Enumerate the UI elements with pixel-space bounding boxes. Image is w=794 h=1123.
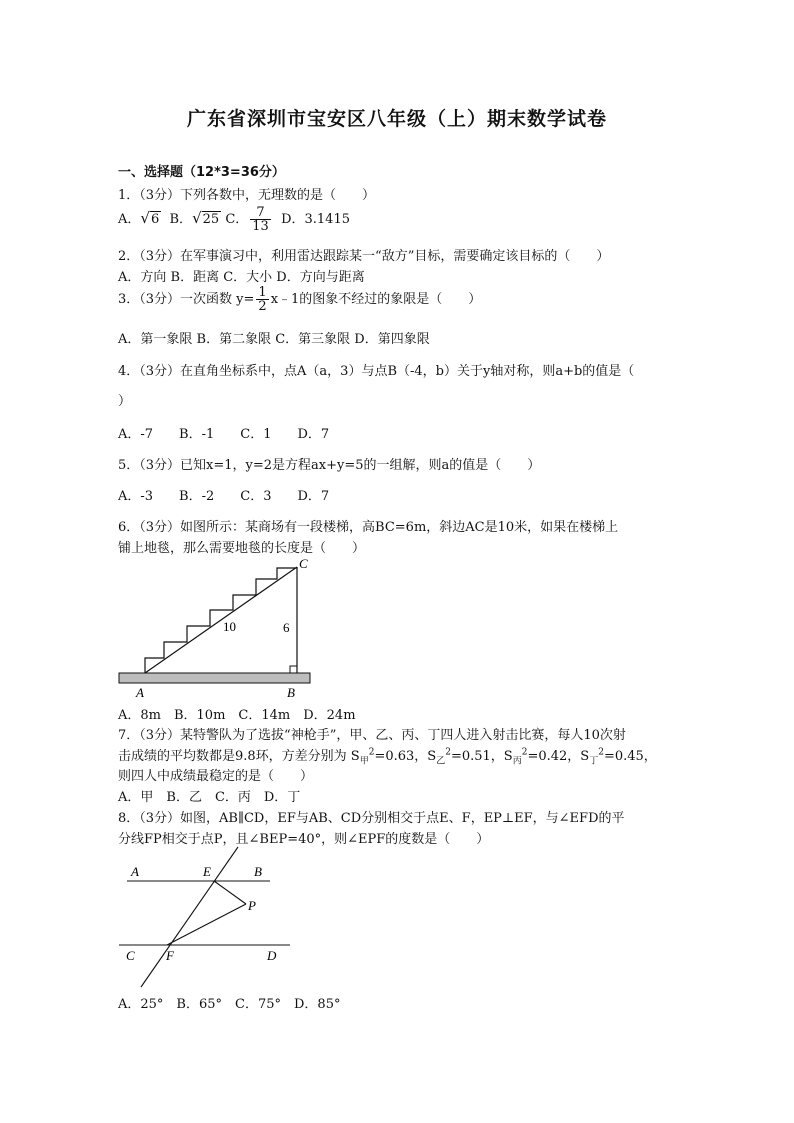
question-5-stem: 5．（3分）已知x=1，y=2是方程ax+y=5的一组解，则a的值是（ ） (118, 458, 541, 473)
label-a: A (136, 685, 144, 700)
subscript-yi: 乙 (436, 756, 446, 767)
question-6-stem-line2: 铺上地毯，那么需要地毯的长度是（ ） (118, 541, 366, 556)
label-height-length: 6 (283, 620, 290, 635)
question-2-options: A．方向 B．距离 C．大小 D．方向与距离 (118, 270, 365, 285)
question-5-options: A．-3 B．-2 C．3 D．7 (118, 489, 330, 504)
q1-option-b-radicand: 25 (202, 212, 220, 227)
question-8-stem-line2: 分线FP相交于点P，且∠BEP=40°，则∠EPF的度数是（ ） (118, 832, 490, 847)
question-2-stem: 2．（3分）在军事演习中，利用雷达跟踪某一“敌方”目标，需要确定该目标的（ ） (118, 249, 610, 264)
q1-option-a-radicand: 6 (150, 212, 160, 227)
page-title: 广东省深圳市宝安区八年级（上）期末数学试卷 (186, 108, 607, 130)
q1-option-a-label: A． (118, 212, 141, 227)
label-f: F (166, 948, 174, 963)
question-7-stem-line3: 则四人中成绩最稳定的是（ ） (118, 769, 314, 784)
question-4-stem-line1: 4．（3分）在直角坐标系中，点A（a，3）与点B（-4，b）关于y轴对称，则a+b的值是（ (118, 364, 635, 379)
q1-option-c-label: C． (225, 212, 249, 227)
sqrt-symbol: √ (140, 209, 150, 227)
label-p: P (248, 898, 256, 913)
sqrt-symbol: √ (192, 209, 202, 227)
question-8-stem-line1: 8．（3分）如图，AB∥CD，EF与AB、CD分别相交于点E、F，EP⊥EF，与∠EFD的平 (118, 811, 625, 826)
superscript-2: 2 (598, 747, 604, 758)
superscript-2: 2 (445, 747, 451, 758)
variance-bing: =0.42，S (527, 749, 590, 764)
q1-option-d: D．3.1415 (281, 212, 350, 227)
subscript-ding: 丁 (589, 756, 599, 767)
label-e: E (203, 864, 211, 879)
question-7-options: A．甲 B．乙 C．丙 D．丁 (118, 790, 301, 805)
fraction-denominator: 2 (258, 299, 267, 314)
question-3-options: A．第一象限 B．第二象限 C．第三象限 D．第四象限 (118, 332, 430, 347)
label-c: C (299, 556, 308, 571)
variance-yi: =0.51，S (450, 749, 513, 764)
question-6-stem-line1: 6．（3分）如图所示：某商场有一段楼梯，高BC=6m，斜边AC是10米，如果在楼梯上 (118, 520, 619, 535)
segment-ep (214, 881, 246, 904)
label-hypotenuse-length: 10 (223, 619, 236, 634)
label-b: B (254, 864, 262, 879)
subscript-jia: 甲 (359, 756, 369, 767)
label-d: D (267, 948, 277, 963)
question-4-stem-line2: ） (118, 394, 132, 409)
superscript-2: 2 (521, 747, 528, 758)
fraction-numerator: 1 (258, 285, 267, 300)
fraction-numerator: 7 (250, 206, 271, 220)
section-heading: 一、选择题（12*3=36分） (118, 165, 285, 180)
q3-stem-post: x﹣1的图象不经过的象限是（ ） (270, 292, 482, 307)
q7-stem-text: 击成绩的平均数都是9.8环，方差分别为 S (118, 749, 360, 764)
variance-ding: =0.45， (603, 749, 657, 764)
transversal-ef (141, 847, 238, 987)
question-7-stem-line1: 7．（3分）某特警队为了选拔“神枪手”，甲、乙、丙、丁四人进入射击比赛，每人10次射 (118, 728, 626, 743)
question-1-stem: 1．（3分）下列各数中，无理数的是（ ） (118, 188, 376, 203)
question-6-options: A．8m B．10m C．14m D．24m (118, 708, 356, 723)
q1-option-b-label: B． (169, 212, 193, 227)
variance-jia: =0.63，S (374, 749, 437, 764)
subscript-bing: 丙 (512, 756, 522, 767)
label-c: C (126, 948, 135, 963)
bisector-fp (167, 904, 246, 945)
label-b: B (287, 685, 295, 700)
question-8-options: A．25° B．65° C．75° D．85° (118, 997, 341, 1012)
label-a: A (131, 864, 139, 879)
superscript-2: 2 (368, 747, 375, 758)
question-4-options: A．-7 B．-1 C．1 D．7 (118, 427, 330, 442)
q3-stem-pre: 3．（3分）一次函数 y= (118, 292, 255, 307)
fraction-denominator: 13 (252, 219, 269, 234)
